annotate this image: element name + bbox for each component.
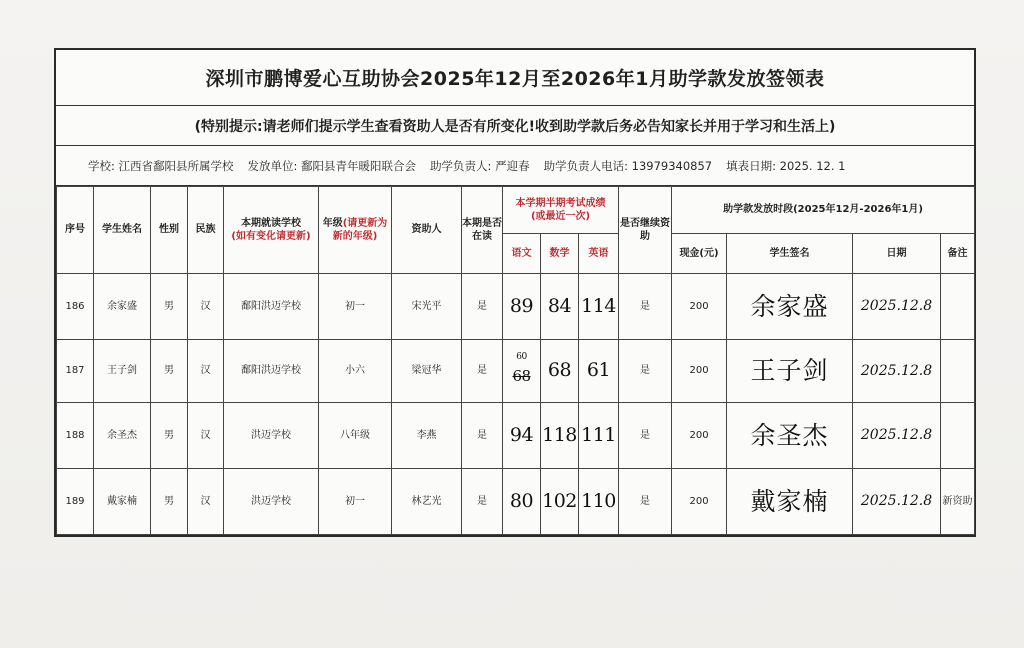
cell-continue-text: 是 [640,365,651,377]
cell-enrolled [462,340,503,403]
cell-name [94,340,151,403]
cell-remark [941,403,975,469]
table-row [57,340,975,403]
cell-grade [319,469,392,535]
cell-date [853,340,941,403]
cell-enrolled-text: 是 [477,365,487,377]
header-school-note: (如有变化请更新) [231,231,311,242]
sign-off-form [54,48,976,537]
cell-seq-text: 188 [65,429,85,441]
cell-date-text: 2025.12.8 [860,298,933,315]
cell-name [94,274,151,340]
cell-date [853,469,941,535]
cell-cash [672,274,727,340]
cell-seq [57,340,94,403]
cell-gender [151,274,188,340]
cell-enrolled-text: 是 [477,429,487,441]
cell-remark [941,469,975,535]
header-seq: 序号 [57,187,94,274]
cell-math [541,403,579,469]
header-ethnicity: 民族 [188,187,224,274]
cell-enrolled [462,403,503,469]
header-english: 英语 [579,234,619,274]
cell-continue-text: 是 [640,429,651,441]
cell-school [224,340,319,403]
cell-name [94,469,151,535]
cell-chinese-text: 80 [509,489,534,512]
cell-math [541,469,579,535]
cell-grade-text: 小六 [345,365,365,377]
cell-english [579,403,619,469]
cell-sponsor [392,340,462,403]
table-row [57,274,975,340]
cell-english [579,274,619,340]
cell-chinese [503,403,541,469]
cell-signature-text: 余家盛 [750,291,829,321]
cell-signature [727,469,853,535]
cell-english-text: 111 [581,423,616,446]
cell-name-text: 余圣杰 [107,429,137,441]
cell-ethnicity [188,469,224,535]
cell-ethnicity [188,340,224,403]
form-title: 深圳市鹏博爱心互助协会2025年12月至2026年1月助学款发放签领表 [56,50,974,106]
header-grade [319,187,392,274]
cell-english-text: 110 [581,489,616,512]
cell-chinese [503,274,541,340]
header-signature: 学生签名 [727,234,853,274]
header-math: 数学 [541,234,579,274]
cell-name-text: 戴家楠 [107,495,137,507]
cell-grade-text: 八年级 [340,429,370,441]
cell-gender-text: 男 [164,429,174,441]
cell-english [579,469,619,535]
cell-signature-text: 余圣杰 [750,420,829,450]
cell-school-text: 洪迈学校 [251,429,291,441]
cell-name [94,403,151,469]
cell-grade [319,340,392,403]
cell-date [853,274,941,340]
header-scores [503,187,619,234]
cell-seq [57,403,94,469]
cell-chinese-text: 89 [509,294,534,317]
cell-sponsor-text: 李燕 [416,429,437,441]
info-phone: 助学负责人电话: 13979340857 [543,158,713,173]
cell-sponsor-text: 梁冠华 [411,365,442,377]
cell-continue [619,340,672,403]
cell-name-text: 王子剑 [107,365,137,377]
cell-sponsor-text: 林艺光 [411,495,442,507]
header-grade-note: (请更新为新的年级) [332,217,388,242]
cell-continue [619,403,672,469]
cell-continue [619,469,672,535]
cell-ethnicity-text: 汉 [200,429,211,441]
cell-school-text: 鄱阳洪迈学校 [241,300,301,312]
header-gender: 性别 [151,187,188,274]
header-row-1 [57,187,975,234]
table-row [57,469,975,535]
cell-grade [319,274,392,340]
cell-math [541,340,579,403]
info-line [56,146,974,186]
cell-signature-text: 戴家楠 [750,486,829,516]
cell-signature [727,403,853,469]
info-fill-date: 填表日期: 2025. 12. 1 [726,158,846,173]
cell-remark [941,340,975,403]
cell-name-text: 余家盛 [107,300,137,312]
cell-ethnicity-text: 汉 [200,365,211,377]
cell-seq [57,274,94,340]
cell-seq-text: 186 [65,300,85,312]
cell-school-text: 洪迈学校 [251,495,291,507]
cell-remark [941,274,975,340]
cell-ethnicity-text: 汉 [200,300,211,312]
cell-cash [672,469,727,535]
header-cash: 现金(元) [672,234,727,274]
cell-continue [619,274,672,340]
header-enrolled: 本期是否在读 [462,187,503,274]
info-person: 助学负责人: 严迎春 [430,158,530,173]
cell-ethnicity [188,274,224,340]
header-sponsor: 资助人 [392,187,462,274]
cell-cash [672,403,727,469]
cell-gender-text: 男 [164,365,174,377]
cell-cash-text: 200 [689,365,709,377]
cell-gender [151,340,188,403]
cell-seq-text: 187 [65,365,85,377]
corrected-score [512,353,530,389]
header-scores-main: 本学期半期考试成绩 [515,197,606,209]
cell-school-text: 鄱阳洪迈学校 [241,365,301,377]
cell-chinese-text: 68 [512,367,531,386]
cell-school [224,469,319,535]
cell-date-text: 2025.12.8 [860,493,933,510]
header-chinese: 语文 [503,234,541,274]
header-school [224,187,319,274]
header-date: 日期 [853,234,941,274]
cell-cash [672,340,727,403]
cell-english [579,340,619,403]
cell-cash-text: 200 [689,495,709,507]
cell-math-text: 84 [547,294,572,317]
cell-math-text: 68 [547,359,572,382]
cell-enrolled [462,274,503,340]
cell-gender-text: 男 [164,300,174,312]
header-remark: 备注 [941,234,975,274]
header-period: 助学款发放时段(2025年12月-2026年1月) [672,187,975,234]
cell-chinese-text: 94 [509,423,534,446]
cell-school [224,403,319,469]
cell-signature [727,340,853,403]
cell-ethnicity [188,403,224,469]
header-school-main: 本期就读学校 [241,217,301,229]
header-scores-note: (或最近一次) [530,211,591,222]
student-table [56,186,975,535]
info-school: 学校: 江西省鄱阳县所属学校 [88,158,234,173]
cell-sponsor [392,403,462,469]
cell-enrolled [462,469,503,535]
cell-continue-text: 是 [640,495,651,507]
cell-enrolled-text: 是 [477,495,487,507]
cell-grade [319,403,392,469]
cell-cash-text: 200 [689,429,709,441]
table-row [57,403,975,469]
cell-seq [57,469,94,535]
cell-grade-text: 初一 [345,300,365,312]
header-grade-main: 年级 [322,217,343,229]
cell-english-text: 61 [586,359,611,382]
cell-date [853,403,941,469]
cell-gender [151,469,188,535]
cell-math-text: 118 [542,423,577,446]
cell-signature [727,274,853,340]
cell-seq-text: 189 [65,495,85,507]
correction-text: 60 [516,352,527,363]
cell-sponsor [392,274,462,340]
cell-english-text: 114 [581,294,616,317]
cell-school [224,274,319,340]
cell-date-text: 2025.12.8 [860,427,933,444]
cell-enrolled-text: 是 [477,300,487,312]
cell-math-text: 102 [542,489,577,512]
cell-chinese [503,469,541,535]
header-name: 学生姓名 [94,187,151,274]
cell-continue-text: 是 [640,300,651,312]
cell-grade-text: 初一 [345,495,365,507]
header-continue: 是否继续资助 [619,187,672,274]
cell-gender-text: 男 [164,495,174,507]
cell-date-text: 2025.12.8 [860,362,933,379]
cell-sponsor-text: 宋光平 [411,300,442,312]
cell-chinese [503,340,541,403]
cell-ethnicity-text: 汉 [200,495,211,507]
cell-sponsor [392,469,462,535]
cell-gender [151,403,188,469]
cell-cash-text: 200 [689,300,709,312]
cell-signature-text: 王子剑 [750,356,829,386]
special-notice: (特别提示:请老师们提示学生查看资助人是否有所变化!收到助学款后务必告知家长并用于学习和生活上) [56,106,974,146]
cell-math [541,274,579,340]
info-issuer: 发放单位: 鄱阳县青年暖阳联合会 [247,158,417,173]
cell-remark-text: 新资助 [942,495,973,507]
